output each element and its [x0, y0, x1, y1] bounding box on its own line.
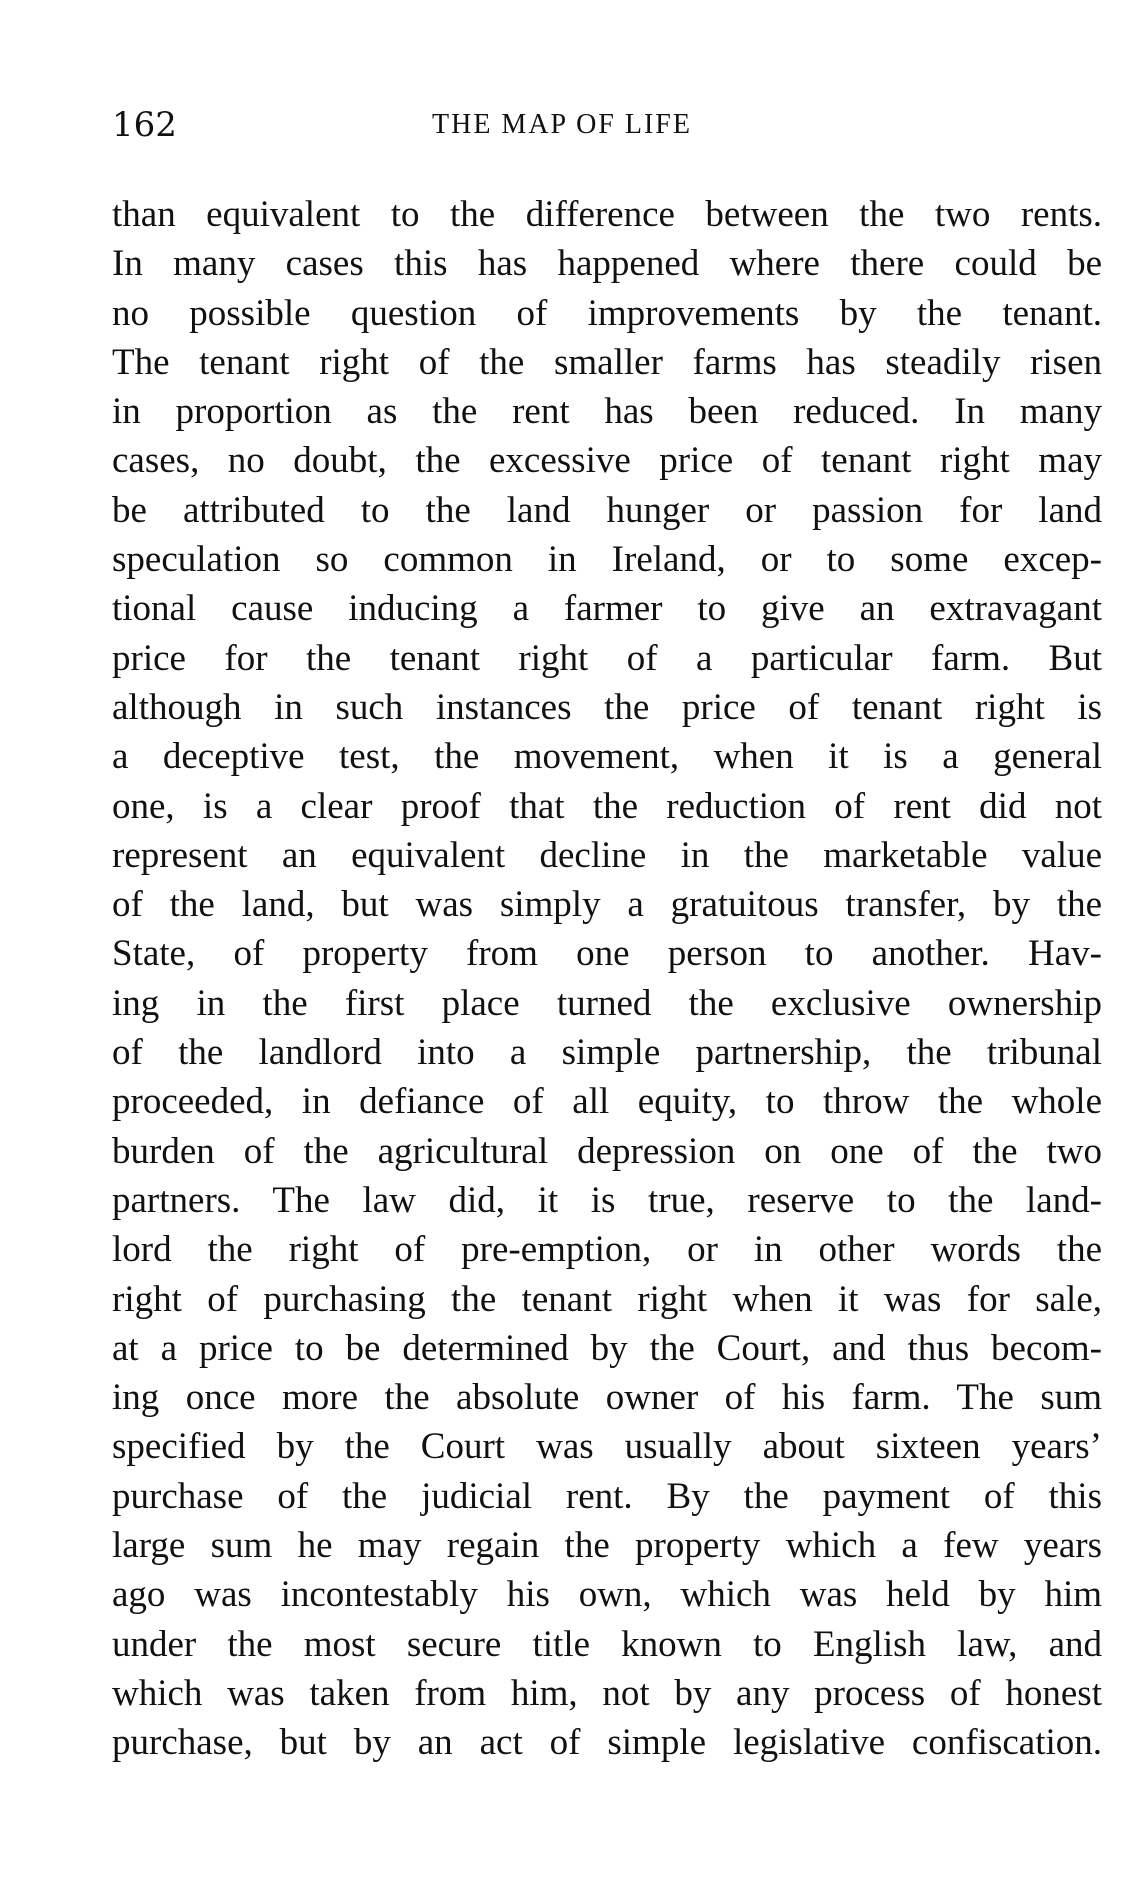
text-line: at a price to be determined by the Court, and thus becom-: [112, 1327, 1102, 1369]
page-header: [112, 100, 1102, 150]
text-line: under the most secure title known to English law, and: [112, 1623, 1102, 1665]
text-line: ago was incontestably his own, which was held by him: [112, 1574, 1102, 1616]
text-line: tional cause inducing a farmer to give an extravagant: [112, 588, 1102, 630]
text-line: price for the tenant right of a particular farm. But: [112, 637, 1102, 679]
text-line: in proportion as the rent has been reduced. In many: [112, 391, 1102, 433]
text-line: ing in the first place turned the exclusive ownership: [112, 982, 1102, 1024]
text-line: The tenant right of the smaller farms has steadily risen: [112, 341, 1102, 383]
text-line: be attributed to the land hunger or passion for land: [112, 489, 1102, 531]
text-line: proceeded, in defiance of all equity, to throw the whole: [112, 1081, 1102, 1123]
text-line: of the land, but was simply a gratuitous transfer, by the: [112, 884, 1102, 926]
body-paragraph: [112, 190, 1102, 1768]
text-line: although in such instances the price of tenant right is: [112, 686, 1102, 728]
text-line: than equivalent to the difference between the two rents.: [112, 194, 1102, 235]
text-line: burden of the agricultural depression on one of the two: [112, 1130, 1102, 1172]
text-line: which was taken from him, not by any process of honest: [112, 1672, 1102, 1714]
text-line: purchase of the judicial rent. By the payment of this: [112, 1475, 1102, 1517]
text-line: lord the right of pre-emption, or in other words the: [112, 1229, 1102, 1271]
text-line: a deceptive test, the movement, when it is a general: [112, 736, 1102, 778]
text-line: no possible question of improvements by the tenant.: [112, 292, 1102, 334]
text-line: represent an equivalent decline in the marketable value: [112, 834, 1102, 876]
text-line: ing once more the absolute owner of his farm. The sum: [112, 1377, 1102, 1419]
text-line: specified by the Court was usually about sixteen years’: [112, 1426, 1102, 1468]
text-line: partners. The law did, it is true, reserve to the land-: [112, 1179, 1102, 1221]
text-line: one, is a clear proof that the reduction of rent did not: [112, 785, 1102, 827]
text-line: speculation so common in Ireland, or to some excep-: [112, 539, 1102, 581]
text-line: In many cases this has happened where there could be: [112, 243, 1102, 285]
text-line: large sum he may regain the property which a few years: [112, 1525, 1102, 1567]
page-number: 162: [112, 105, 177, 145]
text-line: of the landlord into a simple partnership, the tribunal: [112, 1032, 1102, 1074]
text-line: cases, no doubt, the excessive price of tenant right may: [112, 440, 1102, 482]
text-line: purchase, but by an act of simple legislative confiscation.: [112, 1722, 1102, 1764]
text-line: right of purchasing the tenant right when it was for sale,: [112, 1278, 1102, 1320]
text-line: State, of property from one person to another. Hav-: [112, 933, 1102, 975]
running-head: THE MAP OF LIFE: [432, 109, 692, 140]
